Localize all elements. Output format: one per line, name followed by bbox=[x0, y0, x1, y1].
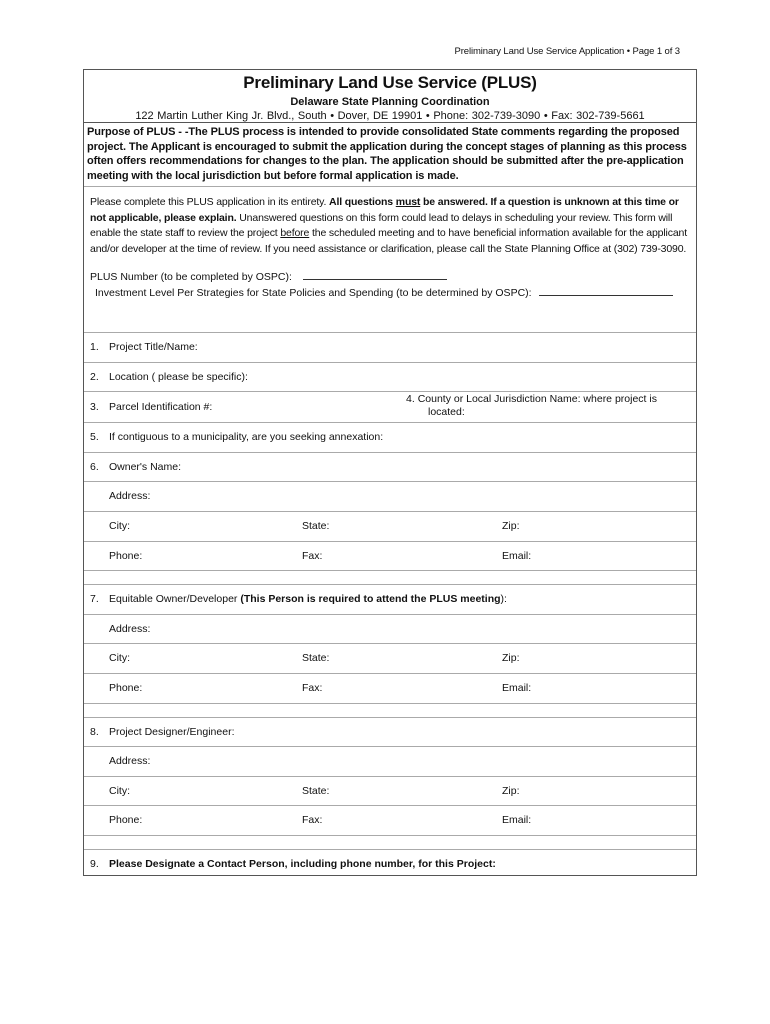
designer-city-label[interactable]: City: bbox=[109, 784, 130, 797]
form-fields bbox=[84, 332, 696, 879]
instructions-bold2: be answered. If a question is unknown at this time or not applicable, please explain. bbox=[90, 196, 679, 224]
instructions bbox=[84, 186, 696, 257]
form-subtitle: Delaware State Planning Coordination bbox=[290, 96, 490, 108]
developer-zip-label[interactable]: Zip: bbox=[502, 652, 520, 665]
location-label: Location ( please be specific): bbox=[109, 370, 248, 383]
q7-number: 7. bbox=[90, 593, 99, 606]
designer-address-label: Address: bbox=[109, 755, 151, 768]
plus-number-field[interactable] bbox=[303, 269, 447, 280]
plus-number-line bbox=[90, 269, 690, 285]
owner-zip-label[interactable]: Zip: bbox=[502, 519, 520, 532]
owner-state-label[interactable]: State: bbox=[302, 519, 330, 532]
office-address: 122 Martin Luther King Jr. Blvd., South • Dover, DE 19901 • Phone: 302-739-3090 • Fax: 302-739-5661 bbox=[135, 110, 645, 122]
developer-city-row bbox=[84, 643, 696, 673]
owner-address-label: Address: bbox=[109, 490, 151, 503]
spacer-row bbox=[84, 835, 696, 849]
owner-name-row[interactable] bbox=[84, 452, 696, 482]
owner-phone-row bbox=[84, 541, 696, 571]
q4-number: 4. bbox=[406, 393, 415, 406]
q8-number: 8. bbox=[90, 725, 99, 738]
owner-city-label[interactable]: City: bbox=[109, 519, 130, 532]
project-title-row[interactable] bbox=[84, 332, 696, 362]
spacer-row bbox=[84, 570, 696, 584]
contact-person-row[interactable] bbox=[84, 849, 696, 879]
instructions-bold1: All questions bbox=[329, 196, 396, 208]
developer-email-label[interactable]: Email: bbox=[502, 681, 532, 694]
form-title: Preliminary Land Use Service (PLUS) bbox=[243, 73, 537, 92]
instructions-before: before bbox=[280, 227, 310, 239]
spacer-row bbox=[84, 703, 696, 717]
investment-level-field[interactable] bbox=[539, 285, 673, 296]
developer-label-end: ): bbox=[500, 593, 507, 606]
owner-address-row[interactable] bbox=[84, 481, 696, 511]
q6-number: 6. bbox=[90, 460, 99, 473]
county-jurisdiction-label bbox=[406, 393, 657, 419]
purpose-statement: Purpose of PLUS - -The PLUS process is intended to provide consolidated State comments regarding the proposed project. The Applicant is encouraged to submit the application during the concept stages of planning as this process often offers recommendations for changes to the plan. The application should be submitted after the pre-application meeting with the local jurisdiction but before formal application is made. bbox=[84, 122, 696, 186]
project-title-label: Project Title/Name: bbox=[109, 341, 198, 353]
developer-label bbox=[109, 593, 507, 605]
developer-city-label[interactable]: City: bbox=[109, 652, 130, 665]
owner-phone-label[interactable]: Phone: bbox=[109, 549, 143, 562]
designer-address-row[interactable] bbox=[84, 746, 696, 776]
annexation-row[interactable] bbox=[84, 422, 696, 452]
plus-number-label: PLUS Number (to be completed by OSPC): bbox=[90, 271, 292, 283]
developer-address-row[interactable] bbox=[84, 614, 696, 644]
parcel-id-field[interactable] bbox=[84, 392, 390, 422]
page-header: Preliminary Land Use Service Application • Page 1 of 3 bbox=[454, 46, 680, 57]
designer-state-label[interactable]: State: bbox=[302, 784, 330, 797]
designer-row[interactable] bbox=[84, 717, 696, 747]
designer-fax-label[interactable]: Fax: bbox=[302, 814, 323, 827]
instructions-must: must bbox=[395, 196, 421, 208]
developer-fax-label[interactable]: Fax: bbox=[302, 681, 323, 694]
designer-zip-label[interactable]: Zip: bbox=[502, 784, 520, 797]
q3-number: 3. bbox=[90, 401, 99, 414]
developer-address-label: Address: bbox=[109, 622, 151, 635]
owner-name-label: Owner's Name: bbox=[109, 460, 182, 473]
q5-number: 5. bbox=[90, 431, 99, 444]
developer-state-label[interactable]: State: bbox=[302, 652, 330, 665]
q4-label-cont: located: bbox=[428, 406, 465, 419]
q2-number: 2. bbox=[90, 370, 99, 383]
developer-label-bold: (This Person is required to attend the PLUS meeting bbox=[240, 593, 501, 606]
owner-email-label[interactable]: Email: bbox=[502, 549, 532, 562]
investment-level-label: Investment Level Per Strategies for State Policies and Spending (to be determined by OSPC): bbox=[95, 286, 532, 299]
owner-fax-label[interactable]: Fax: bbox=[302, 549, 323, 562]
developer-row[interactable] bbox=[84, 584, 696, 614]
q1-number: 1. bbox=[90, 341, 99, 353]
location-row[interactable] bbox=[84, 362, 696, 392]
designer-phone-label[interactable]: Phone: bbox=[109, 814, 143, 827]
contact-person-label: Please Designate a Contact Person, including phone number, for this Project: bbox=[109, 857, 496, 870]
developer-phone-row bbox=[84, 673, 696, 703]
parcel-county-row bbox=[84, 391, 696, 422]
q9-number: 9. bbox=[90, 857, 99, 870]
ospc-section bbox=[84, 257, 696, 300]
designer-phone-row bbox=[84, 805, 696, 835]
designer-label: Project Designer/Engineer: bbox=[109, 725, 235, 738]
plus-application-form bbox=[83, 69, 697, 876]
instructions-part3: the scheduled meeting and to have beneficial information available for the applicant and/or developer at the time of review. If you need assistance or clarification, please call the State Planning Office at (302) 739-3090. bbox=[90, 227, 687, 255]
developer-label-text: Equitable Owner/Developer bbox=[109, 593, 241, 606]
instructions-part2: Unanswered questions on this form could lead to delays in scheduling your review. This form will enable the state staff to review the project bbox=[90, 211, 673, 239]
developer-phone-label[interactable]: Phone: bbox=[109, 681, 143, 694]
annexation-label: If contiguous to a municipality, are you seeking annexation: bbox=[109, 431, 384, 444]
county-jurisdiction-field[interactable] bbox=[390, 392, 696, 422]
investment-level-line bbox=[90, 285, 690, 301]
designer-city-row bbox=[84, 776, 696, 806]
title-block bbox=[84, 70, 696, 122]
q4-label: County or Local Jurisdiction Name: where project is bbox=[417, 393, 657, 406]
instructions-part1: Please complete this PLUS application in its entirety. bbox=[90, 196, 330, 208]
designer-email-label[interactable]: Email: bbox=[502, 814, 532, 827]
parcel-id-label: Parcel Identification #: bbox=[109, 401, 213, 414]
owner-city-row bbox=[84, 511, 696, 541]
